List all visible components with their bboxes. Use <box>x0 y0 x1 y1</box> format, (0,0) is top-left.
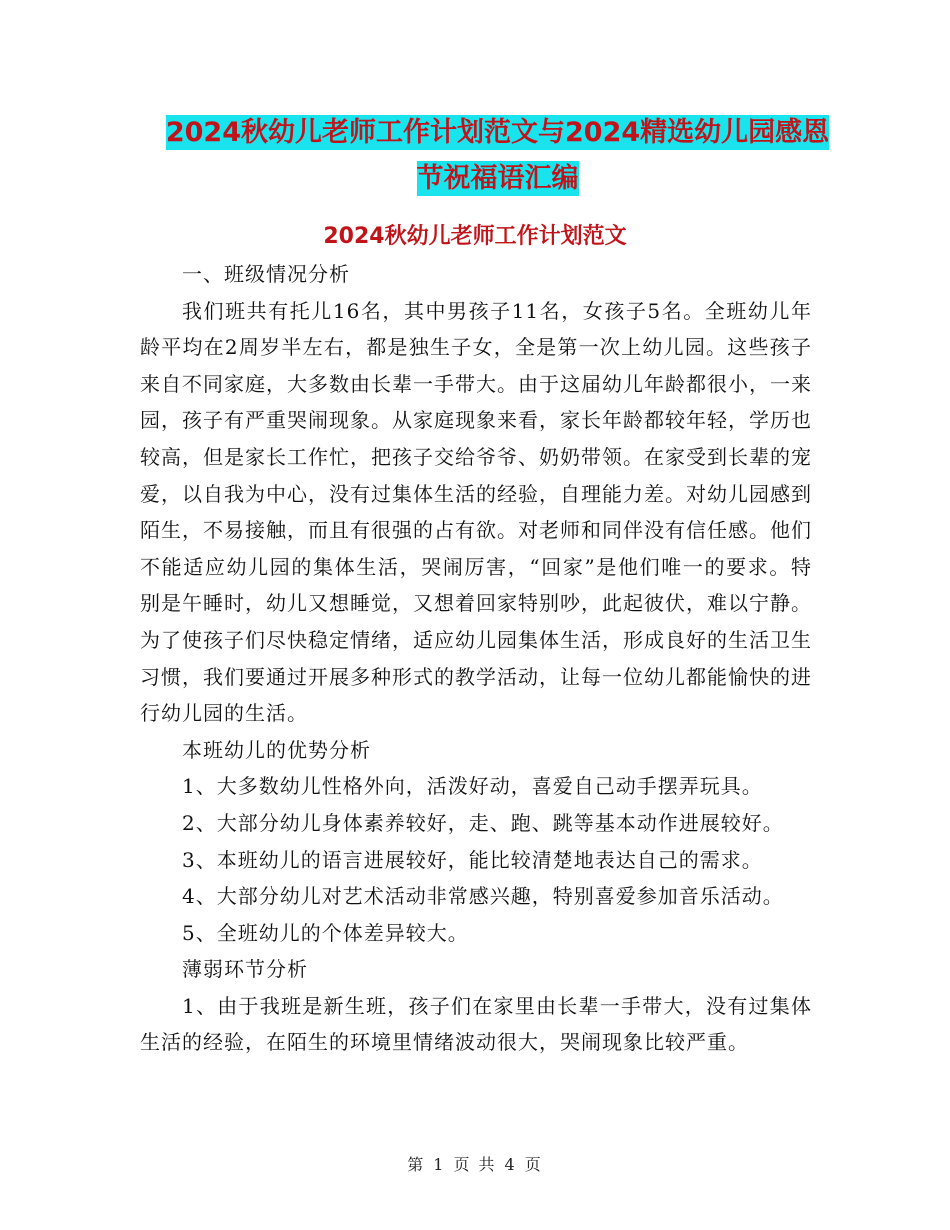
list-item-advantage-4: 4、大部分幼儿对艺术活动非常感兴趣，特别喜爱参加音乐活动。 <box>182 884 784 909</box>
footer-suffix: 页 <box>524 1155 543 1174</box>
footer-mid: 页 共 <box>453 1155 497 1174</box>
page-number: 1 <box>433 1155 446 1174</box>
subhead-weakness: 薄弱环节分析 <box>182 957 308 982</box>
list-item-advantage-5: 5、全班幼儿的个体差异较大。 <box>182 920 469 945</box>
list-item-weakness-1: 1、由于我班是新生班，孩子们在家里由长辈一手带大，没有过集体生活的经验，在陌生的环境里情绪波动很大，哭闹现象比较严重。 <box>140 993 812 1055</box>
paragraph-class-situation: 我们班共有托儿16名，其中男孩子11名，女孩子5名。全班幼儿年龄平均在2周岁半左右，都是独生子女，全是第一次上幼儿园。这些孩子来自不同家庭，大多数由长辈一手带大。由于这届幼儿年龄都很小，一来园，孩子有严重哭闹现象。从家庭现象来看，家长年龄都较年轻，学历也较高，但是家长工作忙，把孩子交给爷爷、奶奶带领。在家受到长辈的宠爱，以自我为中心，没有过集体生活的经验，自理能力差。对幼儿园感到陌生，不易接触，而且有很强的占有欲。对老师和同伴没有信任感。他们不能适应幼儿园的集体生活，哭闹厉害，“回家”是他们唯一的要求。特别是午睡时，幼儿又想睡觉，又想着回家特别吵，此起彼伏，难以宁静。为了使孩子们尽快稳定情绪，适应幼儿园集体生活，形成良好的生活卫生习惯，我们要通过开展多种形式的教学活动，让每一位幼儿都能愉快的进行幼儿园的生活。 <box>140 298 812 726</box>
page-total: 4 <box>504 1155 517 1174</box>
title-line-1: 2024秋幼儿老师工作计划范文与2024精选幼儿园感恩 <box>165 117 830 148</box>
subhead-class-analysis: 一、班级情况分析 <box>182 262 350 286</box>
document-title <box>140 110 855 202</box>
footer-prefix: 第 <box>407 1155 426 1174</box>
section-title: 2024秋幼儿老师工作计划范文 <box>323 224 627 249</box>
title-line-2: 节祝福语汇编 <box>416 163 579 194</box>
list-item-advantage-2: 2、大部分幼儿身体素养较好，走、跑、跳等基本动作进展较好。 <box>182 810 784 835</box>
list-item-advantage-3: 3、本班幼儿的语言进展较好，能比较清楚地表达自己的需求。 <box>182 847 763 872</box>
document-body <box>140 262 812 1061</box>
page-footer <box>0 1152 950 1175</box>
subhead-advantages: 本班幼儿的优势分析 <box>182 737 371 762</box>
list-item-advantage-1: 1、大多数幼儿性格外向，活泼好动，喜爱自己动手摆弄玩具。 <box>182 774 763 799</box>
